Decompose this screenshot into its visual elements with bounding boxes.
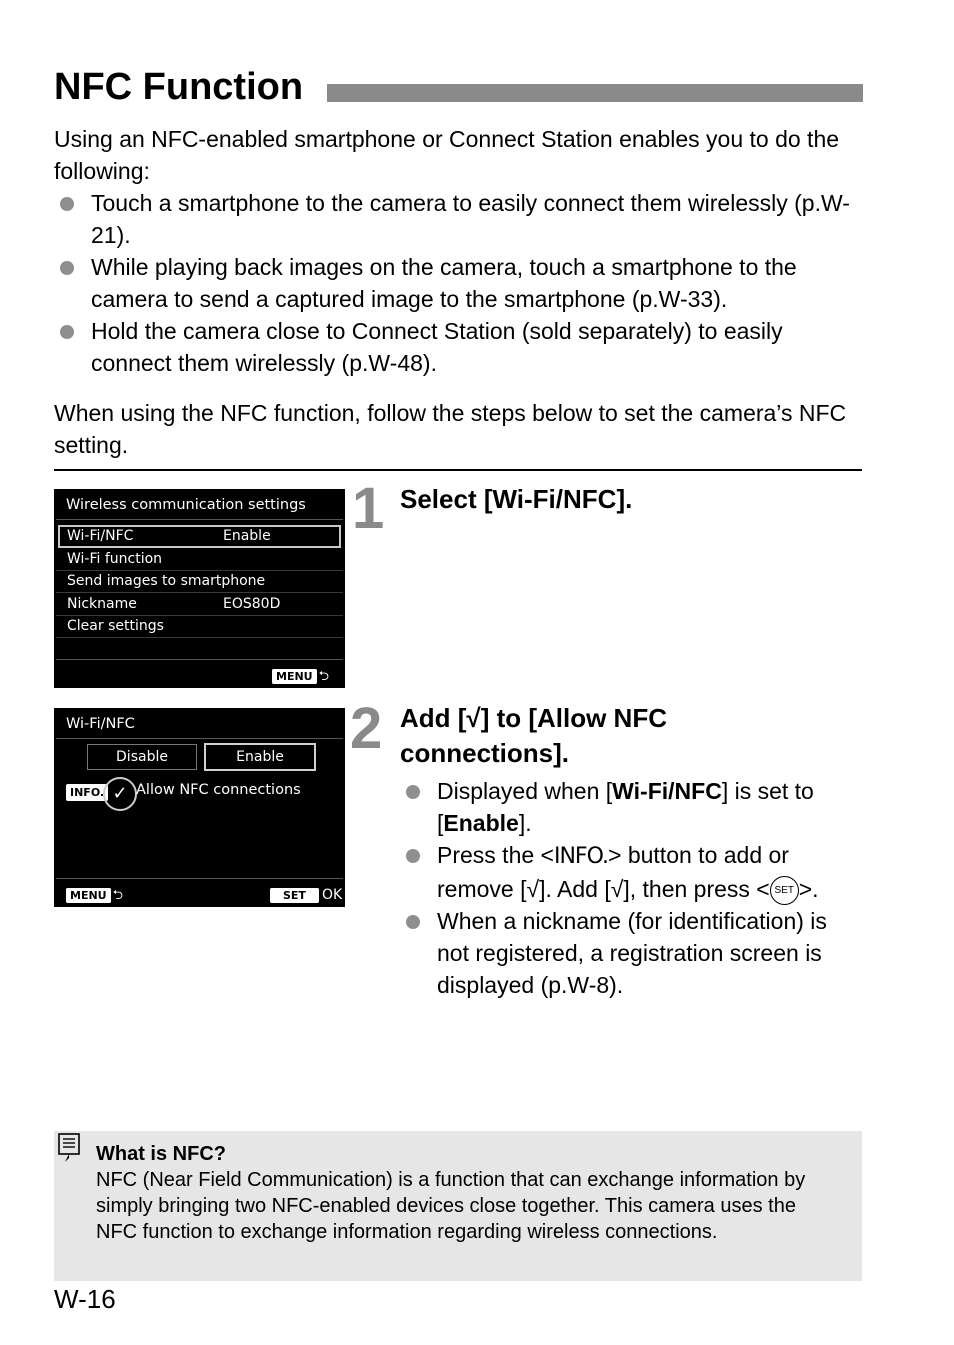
menu-row-label: Send images to smartphone (67, 573, 266, 589)
menu-row-label: Wi-Fi function (67, 551, 163, 567)
menu-badge: MENU (272, 669, 317, 684)
list-item (400, 839, 860, 905)
bullet-icon (406, 915, 420, 929)
check-icon: √ (610, 876, 624, 902)
enable-button[interactable]: Enable (204, 743, 316, 771)
allow-nfc-checkbox-row[interactable] (66, 781, 336, 805)
ok-label: OK (321, 887, 343, 903)
menu-badge: MENU (66, 888, 111, 903)
set-button-icon: SET (770, 876, 799, 905)
nfc-setting-paragraph: When using the NFC function, follow the steps below to set the camera’s NFC setting. (54, 400, 847, 458)
menu-row-label: Nickname (67, 596, 137, 612)
screen-title: Wireless communication settings (66, 497, 306, 513)
note-body: NFC (Near Field Communication) is a function that can exchange information by simply bringing two NFC-enabled devices close together. This camera uses the NFC function to exchange information regarding wireless connections. (96, 1169, 806, 1243)
menu-name: Wi-Fi/NFC (612, 778, 722, 804)
menu-row-clear-settings[interactable] (56, 615, 343, 638)
text: When a nickname (for identification) is not registered, a registration screen is displayed (p.W-8). (437, 908, 827, 999)
screen-divider (56, 519, 343, 520)
list-item-text: Hold the camera close to Connect Station (sold separately) to easily connect them wirelessly (p.W-48). (91, 318, 783, 376)
list-item (400, 775, 860, 839)
text: Press the < (437, 842, 554, 868)
menu-row-wifi-function[interactable] (56, 548, 343, 571)
step-heading (400, 701, 840, 771)
bullet-icon (60, 197, 74, 211)
section-divider (54, 469, 862, 471)
text: ]. (518, 810, 532, 836)
memo-icon (58, 1133, 80, 1163)
screen-divider (56, 659, 343, 660)
list-item (54, 315, 869, 379)
title-rule-bar (327, 84, 863, 102)
screen-title: Wi-Fi/NFC (66, 716, 135, 732)
set-badge: SET (270, 888, 319, 903)
bullet-icon (60, 325, 74, 339)
screen-divider (56, 878, 343, 879)
menu-row-value: EOS80D (223, 596, 281, 612)
intro-bullet-list (54, 187, 869, 379)
info-button-icon: INFO. (553, 844, 609, 869)
text: > button to add or remove [ (437, 842, 789, 902)
menu-row-nickname[interactable] (56, 593, 343, 616)
return-icon: ⮌ (318, 669, 330, 684)
return-icon: ⮌ (112, 888, 124, 903)
menu-row-value: Enable (223, 528, 271, 544)
intro-paragraph: Using an NFC-enabled smartphone or Connect Station enables you to do the following: (54, 126, 840, 184)
check-icon: √ (526, 876, 540, 902)
menu-row-label: Wi-Fi/NFC (67, 528, 134, 544)
menu-row-wifi-nfc[interactable] (58, 525, 341, 548)
menu-row-send-images[interactable] (56, 570, 343, 593)
bullet-icon (406, 785, 420, 799)
text: >. (798, 876, 819, 902)
menu-row-label: Clear settings (67, 618, 164, 634)
allow-nfc-label: Allow NFC connections (136, 782, 301, 798)
heading-text: Add [ (400, 703, 467, 733)
disable-button[interactable]: Disable (87, 744, 197, 770)
text: ] is set to [ (437, 778, 814, 836)
menu-return-button[interactable] (272, 665, 329, 689)
heading-text: ] to [Allow NFC connections]. (400, 703, 667, 768)
list-item-text: While playing back images on the camera, touch a smartphone to the camera to send a captured image to the smartphone (p.W-33). (91, 254, 797, 312)
step-heading: Select [Wi-Fi/NFC]. (400, 484, 633, 514)
note-heading: What is NFC? (96, 1143, 226, 1165)
page-number: W-16 (54, 1284, 116, 1314)
step2-bullet-list (400, 775, 860, 1001)
bullet-icon (60, 261, 74, 275)
list-item (54, 251, 869, 315)
list-item (400, 905, 860, 1001)
note-box (54, 1131, 862, 1281)
check-icon: ✓ (103, 777, 137, 811)
camera-screen-wireless-settings (54, 489, 345, 688)
step-number: 2 (350, 696, 383, 761)
camera-screen-wifi-nfc (54, 708, 345, 907)
menu-value: Enable (443, 810, 519, 836)
set-ok-button[interactable] (270, 884, 342, 903)
list-item (54, 187, 869, 251)
check-icon: √ (466, 703, 481, 733)
menu-return-button[interactable] (66, 884, 123, 908)
page-title: NFC Function (54, 66, 304, 108)
list-item-text: Touch a smartphone to the camera to easily connect them wirelessly (p.W-21). (91, 190, 850, 248)
step-number: 1 (352, 476, 385, 541)
bullet-icon (406, 849, 420, 863)
text: ], then press < (623, 876, 770, 902)
text: Displayed when [ (437, 778, 613, 804)
info-badge: INFO. (66, 784, 108, 801)
text: ]. Add [ (539, 876, 611, 902)
screen-divider (56, 738, 343, 739)
